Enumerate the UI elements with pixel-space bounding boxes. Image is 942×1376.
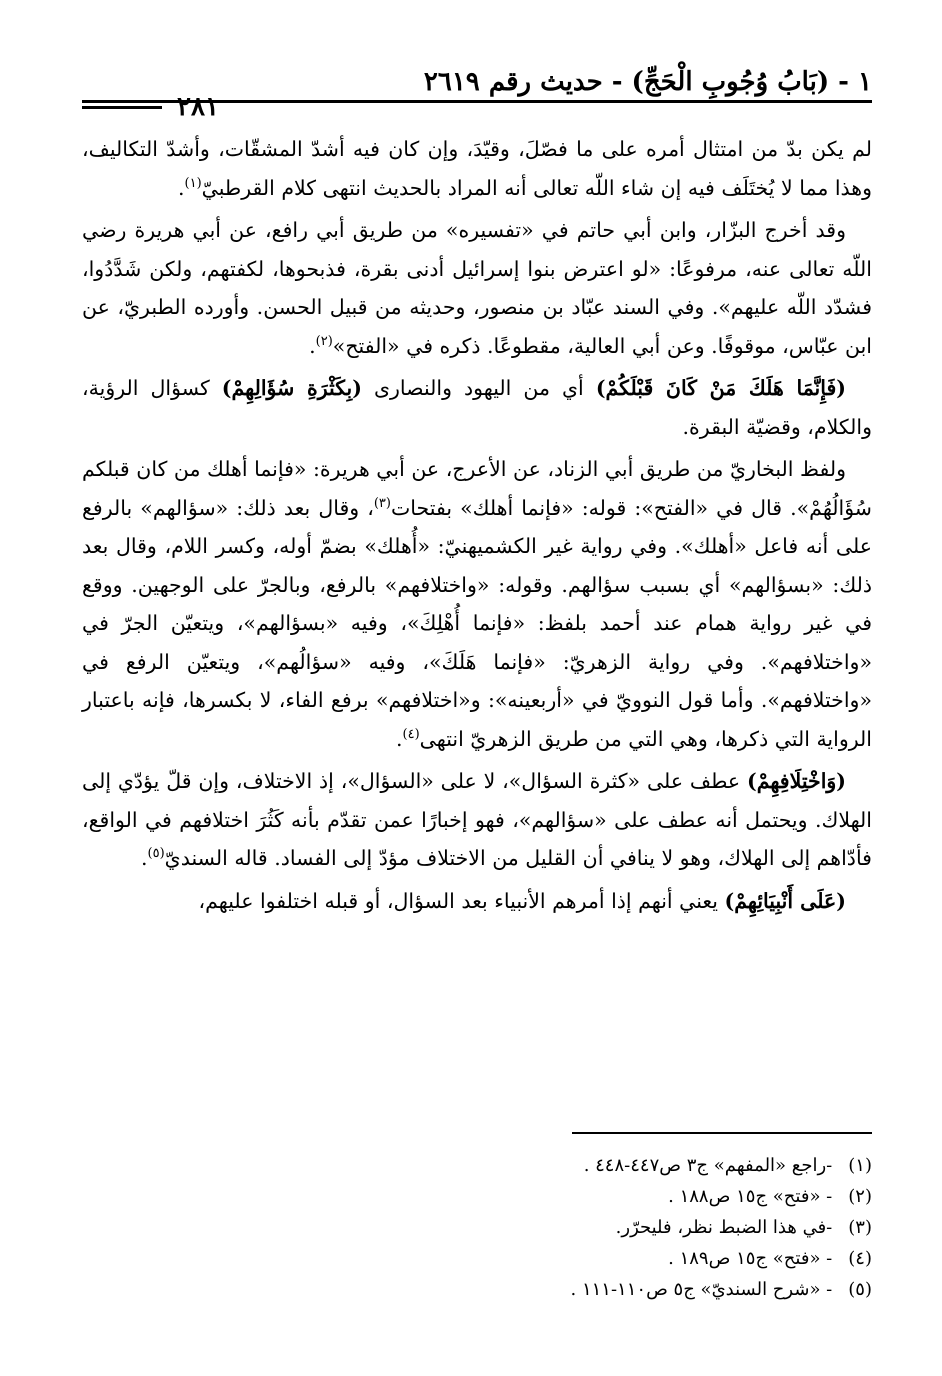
paragraph: (وَاخْتِلَافِهِمْ) عطف على «كثرة السؤال»، لا على «السؤال»، إذ الاختلاف، وإن قلّ يؤدّي إلى الهلاك. ويحتمل أنه عطف على «سؤالهم»، فهو إخبارًا عمن تقدّم بأنه كَثُرَ اختلافهم في الواقع، فأدّاهم إلى الهلاك، وهو لا ينافي أن القليل من الاختلاف مؤدّ إلى الفساد. قاله السنديّ$^{(٥)}$. xyxy=(82,769,872,870)
footnote: (٥) - «شرح السنديّ» ج٥ ص١١٠-١١١ . xyxy=(570,1279,872,1300)
paragraph: ولفظ البخاريّ من طريق أبي الزناد، عن الأعرج، عن أبي هريرة: «فإنما أهلك من كان قبلكم سُؤَالُهُمْ». قال في «الفتح»: قوله: «فإنما أهلك» بفتحات$^{(٣)}$، وقال بعد ذلك: «سؤالهم» بالرفع على أنه فاعل «أهلك». وفي رواية غير الكشميهنيّ: «أُهلك» بضمّ أوله، وكسر اللام، وقال بعد ذلك: «بسؤالهم» أي بسبب سؤالهم. وقوله: «واختلافهم» بالرفع، وبالجرّ على الوجهين. ووقع في غير رواية همام عند أحمد بلفظ: «فإنما أُهْلِكَ»، وفيه «بسؤالهم»، ويتعيّن الجرّ في «واختلافهم». وفي رواية الزهريّ: «فإنما هَلَكَ»، وفيه «سؤالُهم»، ويتعيّن الرفع في «واختلافهم». وأما قول النوويّ في «أربعينه»: و«اختلافهم» برفع الفاء، لا بكسرها، فإنه باعتبار الرواية التي ذكرها، وهي التي من طريق الزهريّ انتهى$^{(٤)}$. xyxy=(82,457,872,751)
page-number-rules xyxy=(82,106,162,113)
footnote: (١) -راجع «المفهم» ج٣ ص٤٤٧-٤٤٨ . xyxy=(583,1155,872,1176)
hadith-phrase: (عَلَى أَنْبِيَائِهِمْ) xyxy=(724,888,846,913)
footnote-separator xyxy=(572,1132,872,1134)
page-number: ٢٨١ xyxy=(177,92,219,122)
chapter-title: ١ - (بَابُ وُجُوبِ الْحَجِّ) - حديث رقم ٢٦١٩ xyxy=(423,67,872,97)
footnotes xyxy=(82,1150,872,1305)
footnote: (٢) - «فتح» ج١٥ ص١٨٨ . xyxy=(668,1186,872,1207)
hadith-phrase: (فَإِنَّمَا هَلَكَ مَنْ كَانَ قَبْلَكُمْ) xyxy=(595,376,846,400)
footnote-ref: (٢) xyxy=(315,333,333,349)
paragraph: لم يكن بدّ من امتثال أمره على ما فصّلَ، وقيّدَ، وإن كان فيه أشدّ المشقّات، وأشدّ التكاليف، وهذا مما لا يُختَلَف فيه إن شاء اللّه تعالى أنه المراد بالحديث انتهى كلام القرطبيّ$^{(١)}$. xyxy=(82,137,872,200)
footnote: (٤) - «فتح» ج١٥ ص١٨٩ . xyxy=(668,1248,872,1269)
footnote-ref: (١) xyxy=(184,175,202,191)
hadith-phrase: (بِكَثْرَةِ سُؤَالِهِمْ) xyxy=(221,376,362,400)
footnote-ref: (٣) xyxy=(373,495,391,511)
main-text xyxy=(82,130,872,920)
footnote: (٣) -في هذا الضبط نظر، فليحرّر. xyxy=(615,1217,872,1238)
paragraph: (عَلَى أَنْبِيَائِهِمْ) يعني أنهم إذا أمرهم الأنبياء بعد السؤال، أو قبله اختلفوا عليهم، xyxy=(198,888,846,913)
footnote-ref: (٥) xyxy=(147,846,165,862)
hadith-phrase: (وَاخْتِلَافِهِمْ) xyxy=(747,769,846,793)
paragraph: (فَإِنَّمَا هَلَكَ مَنْ كَانَ قَبْلَكُمْ) أي من اليهود والنصارى (بِكَثْرَةِ سُؤَالِهِمْ) كسؤال الرؤية، والكلام، وقضيّة البقرة. xyxy=(82,376,872,439)
paragraph: وقد أخرج البزّار، وابن أبي حاتم في «تفسيره» من طريق أبي رافع، عن أبي هريرة رضي اللّه تعالى عنه، مرفوعًا: «لو اعترض بنوا إسرائيل أدنى بقرة، فذبحوها، لكفتهم، ولكن شَدَّدُوا، فشدّد اللّه عليهم». وفي السند عبّاد بن منصور، وحديثه من قبيل الحسن. وأورده الطبريّ، عن ابن عبّاس، موقوفًا. وعن أبي العالية، مقطوعًا. ذكره في «الفتح»$^{(٢)}$. xyxy=(82,218,872,358)
footnote-ref: (٤) xyxy=(402,726,420,742)
